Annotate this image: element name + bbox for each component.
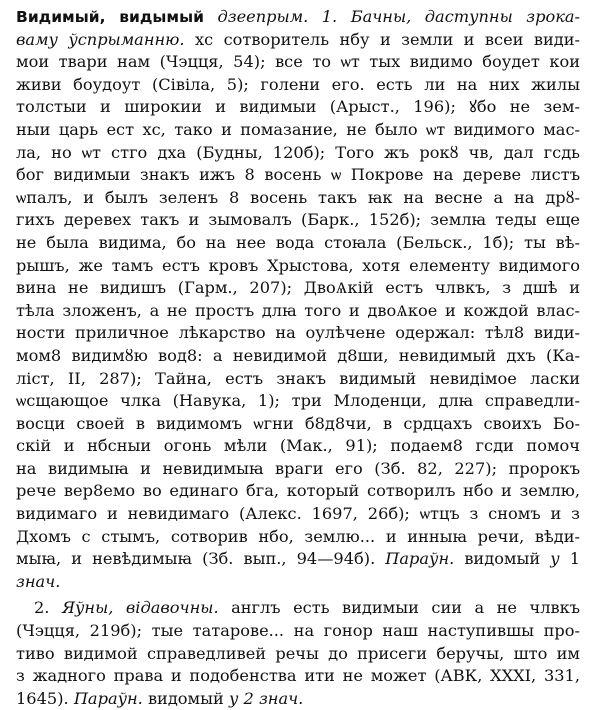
citation-year: 1645). xyxy=(16,688,74,708)
entry-paragraph-1 xyxy=(16,6,580,593)
entry-line xyxy=(16,571,580,594)
cross-reference-label: Параўн. xyxy=(385,549,455,569)
entry-line: з жадного права и подобенства ити не может (АВК, XXXI, 331, xyxy=(16,666,580,686)
entry-line xyxy=(16,548,580,571)
entry-line: ѡсщающое члка (Навука, 1); три Млоденци, длꙗ справедли- xyxy=(16,391,580,411)
grammar-and-meaning: дзеепрым. 1. Бачны, даступны зрока- xyxy=(203,7,580,26)
headword: Видимый, видымый xyxy=(16,8,204,26)
sense-definition: Яўны, відавочны. xyxy=(61,598,219,618)
entry-line: мои твари нам (Чэцця, 54); все то ѡт тых видимо боудет кои xyxy=(16,52,580,72)
entry-line: на видимыꙗ и невидимыꙗ враги его (Зб. 82, 227); пророкъ xyxy=(16,458,580,478)
entry-line: скій и нбсныи огонь мѣли (Мак., 91); подаем8 гсди помоч xyxy=(16,436,580,456)
entry-line: толстыи и широкии и видимыи (Арыст., 196); ꙋбо не зем- xyxy=(16,97,580,117)
entry-line: не была видима, бо на нее вода стоꙗла (Бельск., 1б); ты вѣ- xyxy=(16,232,580,252)
entry-line: живи боудоут (Сівіла, 5); голени его. есть ли на них жилы xyxy=(16,74,580,94)
cross-reference-word: видомый xyxy=(454,549,551,569)
entry-line: мом8 видимȣю вод8: а невидимой д8ши, невидимый дхъ (Ка- xyxy=(16,345,580,365)
entry-line: Дхомъ с стымъ, сотворив нбо, землю... и инныꙗ речи, вѣди- xyxy=(16,526,580,546)
entry-line: ныи царь ест хс, тако и помазание, не было ѡт видимого мас- xyxy=(16,119,580,139)
entry-line: восци своей в видимомъ ѡгни б8д8чи, в срдцахъ своихъ Бо- xyxy=(16,413,580,433)
entry-paragraph-2 xyxy=(16,597,580,710)
entry-line: видимаго и невидимаго (Алекс. 1697, 26б); ѡтцъ з сномъ и з xyxy=(16,504,580,524)
entry-line: бог видимыи знакъ ижъ 8 восень ѡ Покрове на дереве листъ xyxy=(16,165,580,185)
cross-reference-preposition: у xyxy=(550,549,560,569)
cross-reference-meaning-label: знач. xyxy=(16,571,61,591)
sense-number: 2. xyxy=(34,598,62,618)
entry-line: тѣла зложенъ, а не простъ длꙗ того и двоѦкое и кождой влас- xyxy=(16,300,580,320)
quotation-text: хс сотворитель нбу и земли и всеи види- xyxy=(184,29,580,49)
entry-line: ности приличное лѣкарство на оулѣчене одержал: тѣл8 види- xyxy=(16,323,580,343)
meaning-continuation: ваму ўспрыманню. xyxy=(16,29,185,49)
cross-reference-word: видомый xyxy=(142,688,229,708)
quotation-text: англъ есть видимыи сии а не члвкъ xyxy=(218,598,580,618)
entry-line xyxy=(16,6,580,29)
entry-line: (Чэцця, 219б); тые татарове... на гонор наш наступившы про- xyxy=(16,621,580,641)
cross-reference-sense: 1 xyxy=(559,549,580,569)
entry-line: рышъ, же тамъ естъ кровъ Хрыстова, хотя елементу видимого xyxy=(16,255,580,275)
entry-line xyxy=(16,597,580,620)
cross-reference-sense: у 2 знач. xyxy=(228,688,304,708)
entry-line: тиво видимой справедливей речы до присеги беручы, што им xyxy=(16,643,580,663)
cross-reference-label: Параўн. xyxy=(73,688,143,708)
entry-line: ѡпалъ, и былъ зеленъ 8 восень такъ ꙗк на весне а на дрȣ- xyxy=(16,187,580,207)
entry-line xyxy=(16,688,580,710)
entry-line: ліст, II, 287); Тайна, естъ знакъ видимый невидімое ласки xyxy=(16,368,580,388)
quotation-text: мыꙗ, и невѣдимыꙗ (Зб. вып., 94—94б). xyxy=(16,549,386,569)
entry-line: вина не видишъ (Гарм., 207); ДвоѦкій естъ члвкъ, з дшѣ и xyxy=(16,278,580,298)
entry-line: гихъ деревех такъ и зымовалъ (Барк., 152б); землꙗ теды еще xyxy=(16,210,580,230)
entry-line xyxy=(16,29,580,52)
entry-line: ла, но ѡт стго дха (Будны, 120б); Того жъ рокȣ чв, дал гсдь xyxy=(16,142,580,162)
entry-line: рече вер8емо во единаго бга, который сотворилъ нбо и землю, xyxy=(16,481,580,501)
